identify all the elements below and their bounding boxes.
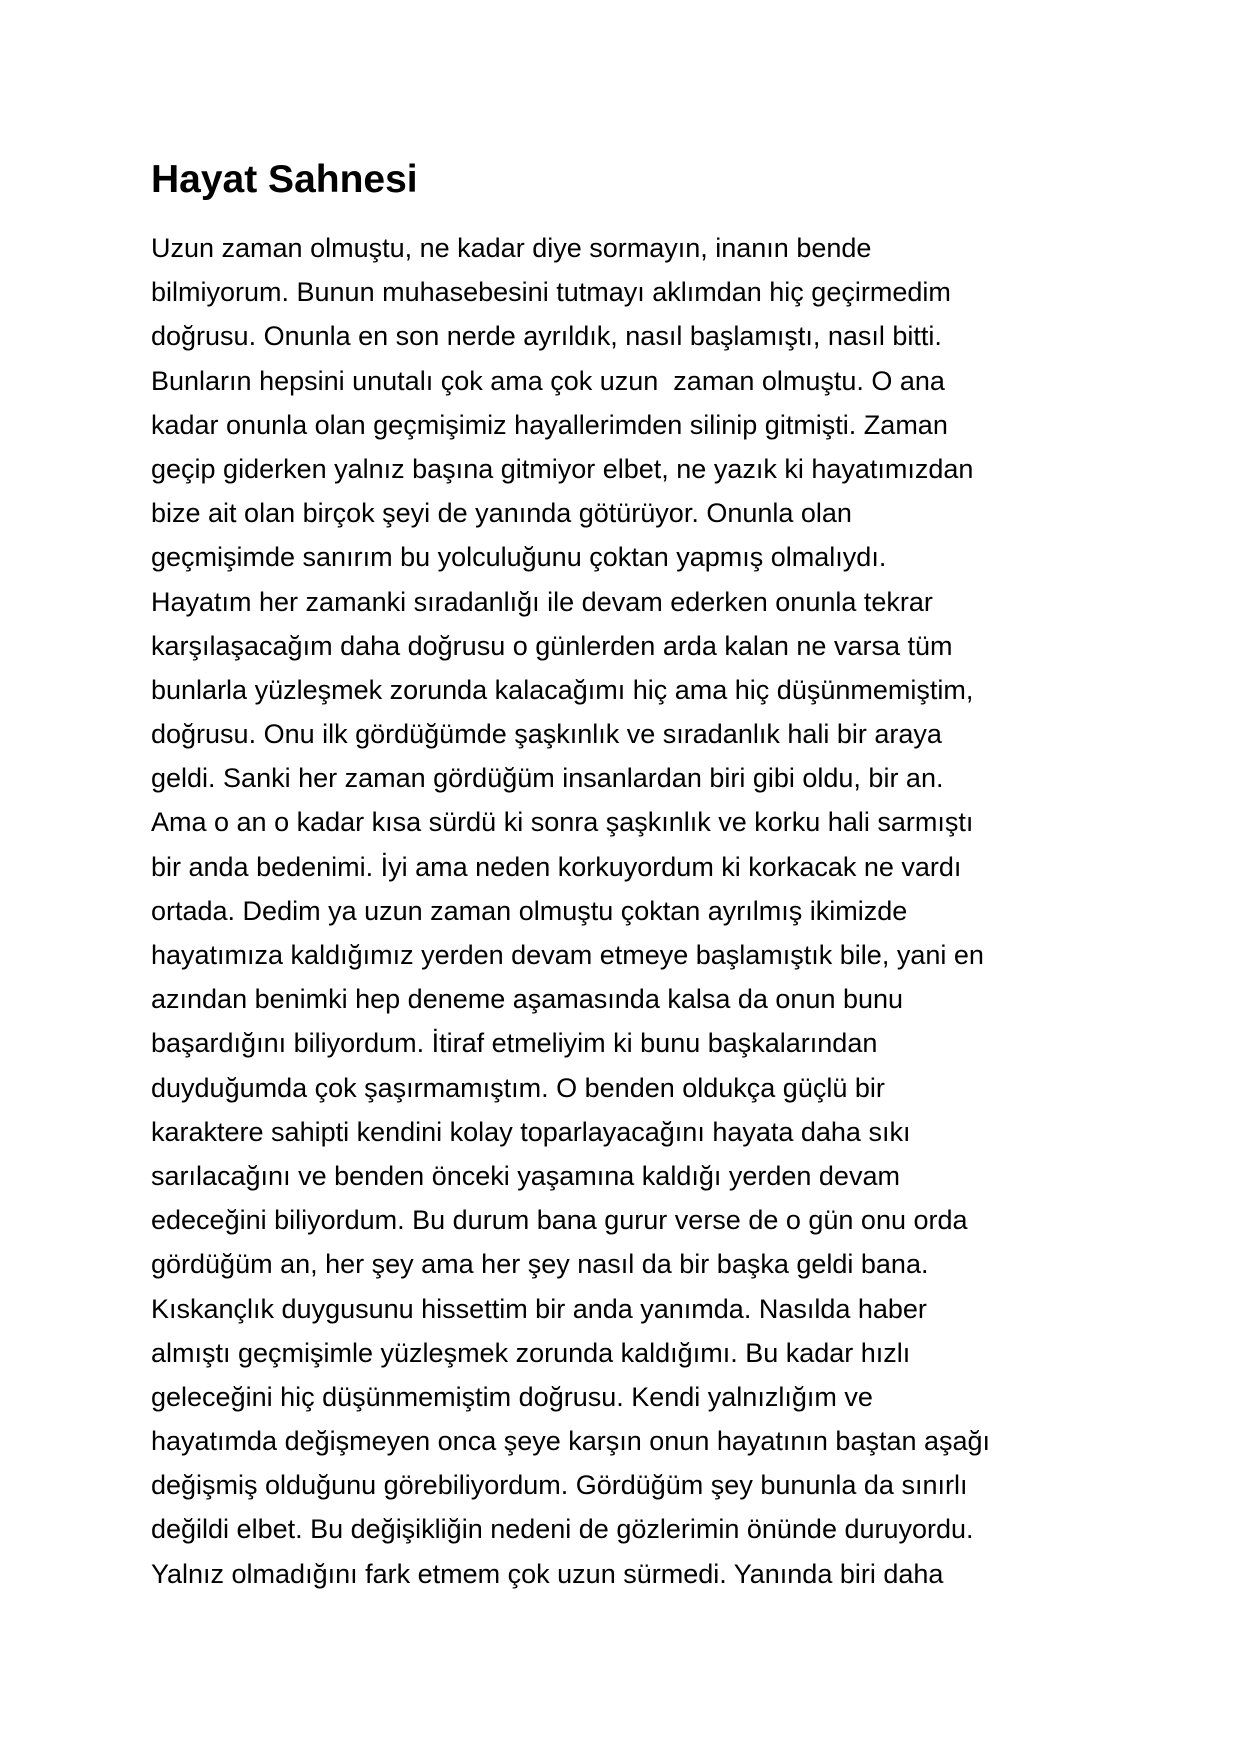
text-line: geleceğini hiç düşünmemiştim doğrusu. Kendi yalnızlığım ve (151, 1381, 873, 1412)
text-line: duyduğumda çok şaşırmamıştım. O benden oldukça güçlü bir (151, 1072, 885, 1103)
text-line: karşılaşacağım daha doğrusu o günlerden arda kalan ne varsa tüm (151, 630, 953, 661)
text-line: sarılacağını ve benden önceki yaşamına kaldığı yerden devam (151, 1160, 900, 1191)
text-line: Uzun zaman olmuştu, ne kadar diye sormayın, inanın bende (151, 233, 872, 263)
text-line: almıştı geçmişimle yüzleşmek zorunda kaldığımı. Bu kadar hızlı (151, 1337, 911, 1368)
document-title: Hayat Sahnesi (151, 158, 418, 201)
text-line: azından benimki hep deneme aşamasında kalsa da onun bunu (151, 984, 904, 1015)
text-line: Kıskançlık duygusunu hissettim bir anda yanımda. Nasılda haber (151, 1293, 927, 1324)
text-line: Hayatım her zamanki sıradanlığı ile devam ederken onunla tekrar (151, 586, 933, 617)
text-line: başardığını biliyordum. İtiraf etmeliyim ki bunu başkalarından (151, 1028, 878, 1059)
text-line: bir anda bedenimi. İyi ama neden korkuyordum ki korkacak ne vardı (151, 851, 962, 882)
text-line: edeceğini biliyordum. Bu durum bana gurur verse de o gün onu orda (151, 1205, 968, 1236)
text-line: hayatımıza kaldığımız yerden devam etmeye başlamıştık bile, yani en (151, 940, 984, 970)
text-line: gördüğüm an, her şey ama her şey nasıl da bir başka geldi bana. (151, 1249, 929, 1280)
text-line: ortada. Dedim ya uzun zaman olmuştu çoktan ayrılmış ikimizde (151, 895, 908, 926)
text-line: doğrusu. Onunla en son nerde ayrıldık, nasıl başlamıştı, nasıl bitti. (151, 321, 942, 352)
text-line: hayatımda değişmeyen onca şeye karşın onun hayatının baştan aşağı (151, 1426, 991, 1457)
text-line: Bunların hepsini unutalı çok ama çok uzun zaman olmuştu. O ana (151, 365, 945, 396)
text-line: Ama o an o kadar kısa sürdü ki sonra şaşkınlık ve korku hali sarmıştı (151, 807, 974, 838)
text-line: değildi elbet. Bu değişikliğin nedeni de gözlerimin önünde duruyordu. (151, 1514, 974, 1545)
text-line: geldi. Sanki her zaman gördüğüm insanlardan biri gibi oldu, bir an. (151, 763, 944, 794)
text-line: kadar onunla olan geçmişimiz hayallerimden silinip gitmişti. Zaman (151, 409, 948, 440)
document-body (151, 226, 1211, 1596)
text-line: bize ait olan birçok şeyi de yanında götürüyor. Onunla olan (151, 498, 852, 529)
text-line: geçip giderken yalnız başına gitmiyor elbet, ne yazık ki hayatımızdan (151, 453, 974, 484)
text-line: bunlarla yüzleşmek zorunda kalacağımı hiç ama hiç düşünmemiştim, (151, 674, 974, 705)
text-line: karaktere sahipti kendini kolay toparlayacağını hayata daha sıkı (151, 1116, 911, 1147)
text-line: değişmiş olduğunu görebiliyordum. Gördüğüm şey bununla da sınırlı (151, 1470, 968, 1501)
text-line: doğrusu. Onu ilk gördüğümde şaşkınlık ve sıradanlık hali bir araya (151, 719, 942, 750)
text-line: Yalnız olmadığını fark etmem çok uzun sürmedi. Yanında biri daha (151, 1558, 944, 1589)
text-line: geçmişimde sanırım bu yolculuğunu çoktan yapmış olmalıydı. (151, 542, 887, 573)
text-line: bilmiyorum. Bunun muhasebesini tutmayı aklımdan hiç geçirmedim (151, 277, 951, 308)
